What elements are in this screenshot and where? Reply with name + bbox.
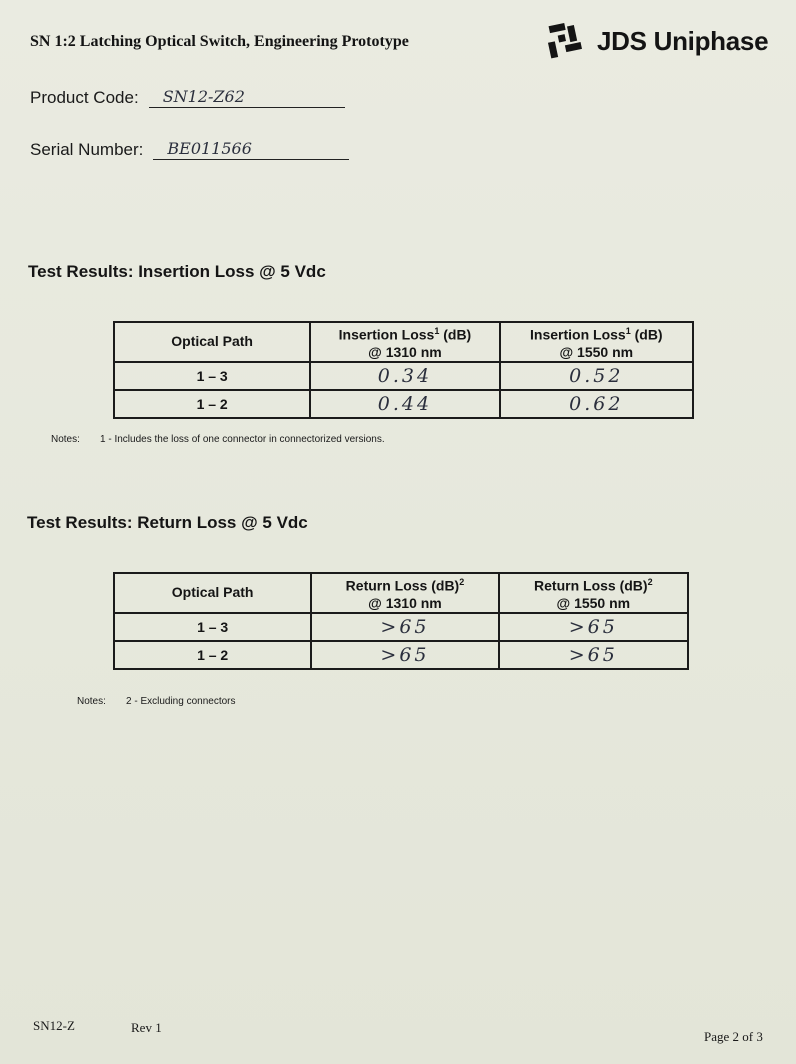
table-row [114, 641, 688, 669]
jds-logo-icon [543, 18, 589, 64]
table-row [114, 613, 688, 641]
footer-revision: Rev 1 [131, 1020, 162, 1035]
table-row [114, 390, 693, 418]
note-text: 1 - Includes the loss of one connector in connectorized versions. [100, 434, 385, 445]
column-header-1550 [500, 322, 693, 362]
serial-number-label: Serial Number: [30, 140, 144, 159]
column-header-label: Return Loss (dB) [345, 577, 460, 594]
optical-path-cell: 1 – 2 [114, 641, 311, 669]
column-header-label: Insertion Loss [530, 326, 626, 343]
column-header-wavelength: @ 1550 nm [559, 343, 634, 360]
loss-value-cell: >65 [499, 613, 688, 641]
footnote-marker: 2 [647, 577, 653, 587]
column-header-path [114, 322, 310, 362]
insertion-loss-note [51, 434, 385, 445]
column-header-label: Return Loss (dB) [534, 577, 648, 594]
column-header-wavelength: @ 1310 nm [368, 594, 442, 611]
footer-page-number: Page 2 of 3 [704, 1029, 763, 1044]
column-header-unit: (dB) [439, 326, 472, 343]
note-text: 2 - Excluding connectors [126, 696, 236, 707]
loss-value-cell: 0.62 [500, 390, 693, 418]
insertion-loss-table [113, 321, 694, 419]
serial-number-value: BE011566 [153, 140, 349, 160]
return-loss-note [77, 696, 236, 707]
loss-value-cell: >65 [311, 613, 498, 641]
column-header-wavelength: @ 1550 nm [556, 594, 631, 611]
return-loss-table [113, 572, 689, 670]
company-logo [543, 18, 768, 64]
table-header-row [114, 573, 688, 613]
footnote-marker: 2 [459, 577, 465, 587]
return-loss-heading: Test Results: Return Loss @ 5 Vdc [27, 513, 308, 532]
serial-number-field [30, 140, 349, 160]
note-tag: Notes: [51, 434, 80, 445]
product-code-value: SN12-Z62 [149, 88, 345, 108]
product-code-label: Product Code: [30, 88, 139, 107]
table-header-row [114, 322, 693, 362]
product-code-field [30, 88, 345, 108]
insertion-loss-heading: Test Results: Insertion Loss @ 5 Vdc [28, 262, 326, 281]
logo-text: JDS Uniphase [597, 25, 769, 56]
column-header-unit: (dB) [630, 326, 663, 343]
loss-value-cell: >65 [311, 641, 498, 669]
optical-path-cell: 1 – 3 [114, 613, 311, 641]
note-tag: Notes: [77, 696, 106, 707]
table-row [114, 362, 693, 390]
column-header-label: Insertion Loss [338, 326, 435, 343]
column-header-1310 [310, 322, 499, 362]
footnote-marker: 1 [434, 326, 440, 336]
loss-value-cell: 0.44 [310, 390, 499, 418]
footnote-marker: 1 [625, 326, 631, 336]
footer-doc-code: SN12-Z [33, 1018, 75, 1033]
loss-value-cell: 0.52 [500, 362, 693, 390]
loss-value-cell: >65 [499, 641, 688, 669]
column-header-label: Optical Path [171, 333, 253, 350]
column-header-1310 [311, 573, 498, 613]
column-header-wavelength: @ 1310 nm [368, 343, 442, 360]
loss-value-cell: 0.34 [310, 362, 499, 390]
optical-path-cell: 1 – 3 [114, 362, 310, 390]
document-title: SN 1:2 Latching Optical Switch, Engineering Prototype [30, 33, 409, 50]
column-header-1550 [499, 573, 688, 613]
optical-path-cell: 1 – 2 [114, 390, 310, 418]
column-header-path [114, 573, 311, 613]
column-header-label: Optical Path [171, 584, 254, 601]
